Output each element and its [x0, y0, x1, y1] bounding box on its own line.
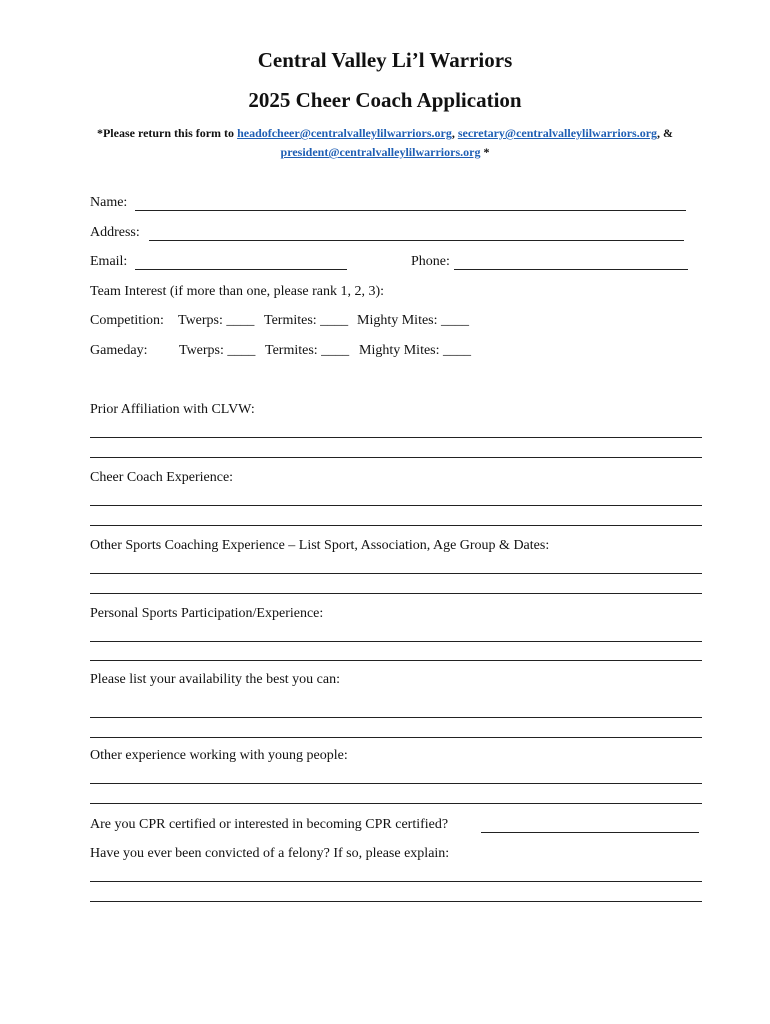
gameday-label: Gameday: [90, 343, 148, 358]
name-field[interactable] [135, 210, 686, 211]
cpr-field[interactable] [481, 832, 699, 833]
email-link-secretary[interactable]: secretary@centralvalleylilwarriors.org [457, 126, 658, 140]
return-notice-line2 [0, 145, 770, 160]
young-people-label: Other experience working with young people: [90, 748, 348, 763]
gameday-mighty-mites-field[interactable]: Mighty Mites: ____ [359, 343, 472, 358]
return-notice-line1 [0, 126, 770, 141]
availability-label: Please list your availability the best you can: [90, 672, 340, 687]
personal-sports-label: Personal Sports Participation/Experience: [90, 606, 324, 621]
notice-separator: , & [657, 126, 674, 140]
cheer-experience-line[interactable] [90, 525, 702, 526]
gameday-termites-field[interactable]: Termites: ____ [265, 343, 350, 358]
notice-separator: , [451, 126, 458, 140]
team-interest-label: Team Interest (if more than one, please rank 1, 2, 3): [90, 284, 385, 299]
personal-sports-line[interactable] [90, 641, 702, 642]
name-label: Name: [90, 195, 128, 210]
felony-line[interactable] [90, 881, 702, 882]
phone-field[interactable] [454, 269, 688, 270]
competition-twerps-field[interactable]: Twerps: ____ [178, 313, 255, 328]
prior-affiliation-line[interactable] [90, 437, 702, 438]
cheer-experience-label: Cheer Coach Experience: [90, 470, 234, 485]
other-sports-line[interactable] [90, 573, 702, 574]
felony-line[interactable] [90, 901, 702, 902]
form-title: 2025 Cheer Coach Application [248, 88, 522, 112]
prior-affiliation-line[interactable] [90, 457, 702, 458]
gameday-twerps-field[interactable]: Twerps: ____ [179, 343, 256, 358]
email-label: Email: [90, 254, 128, 269]
availability-line[interactable] [90, 737, 702, 738]
young-people-line[interactable] [90, 803, 702, 804]
young-people-line[interactable] [90, 783, 702, 784]
competition-mighty-mites-field[interactable]: Mighty Mites: ____ [357, 313, 470, 328]
cheer-experience-line[interactable] [90, 505, 702, 506]
email-link-headofcheer[interactable]: headofcheer@centralvalleylilwarriors.org [237, 126, 452, 140]
cpr-label: Are you CPR certified or interested in becoming CPR certified? [90, 817, 449, 832]
address-field[interactable] [149, 240, 684, 241]
phone-label: Phone: [411, 254, 450, 269]
notice-prefix: *Please return this form to [96, 126, 238, 140]
address-label: Address: [90, 225, 140, 240]
prior-affiliation-label: Prior Affiliation with CLVW: [90, 402, 255, 417]
email-field[interactable] [135, 269, 347, 270]
email-link-president[interactable]: president@centralvalleylilwarriors.org [280, 145, 481, 159]
availability-line[interactable] [90, 717, 702, 718]
competition-termites-field[interactable]: Termites: ____ [264, 313, 349, 328]
felony-label: Have you ever been convicted of a felony? If so, please explain: [90, 846, 450, 861]
notice-suffix: * [480, 145, 490, 159]
competition-label: Competition: [90, 313, 164, 328]
other-sports-label: Other Sports Coaching Experience – List Sport, Association, Age Group & Dates: [90, 538, 550, 553]
personal-sports-line[interactable] [90, 660, 702, 661]
org-title: Central Valley Li’l Warriors [257, 48, 513, 72]
other-sports-line[interactable] [90, 593, 702, 594]
